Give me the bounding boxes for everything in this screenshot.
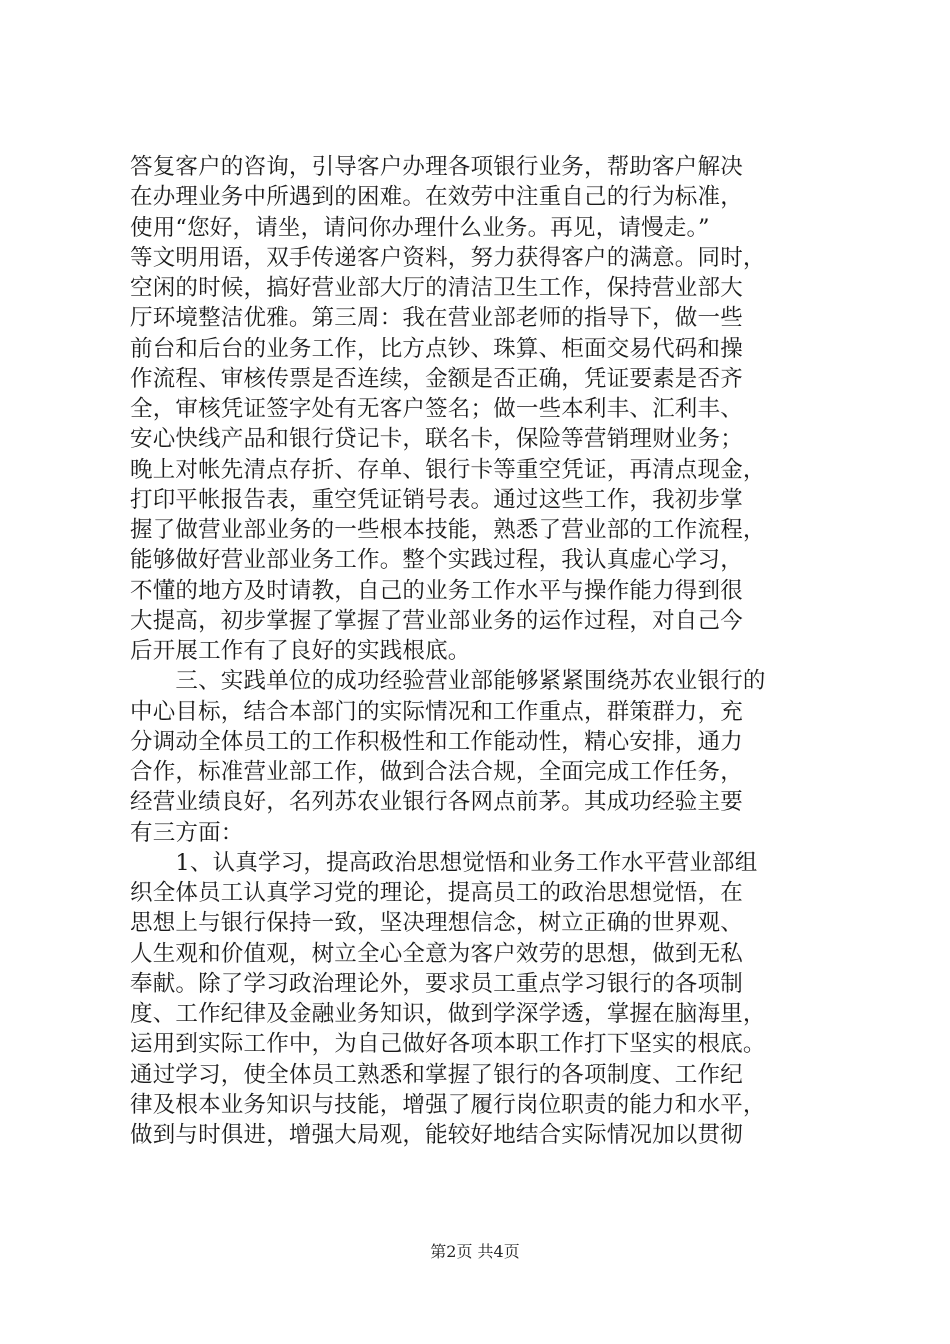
text-line: 全，审核凭证签字处有无客户签名；做一些本利丰、汇利丰、 [130,396,743,422]
text-line: 有三方面： [130,819,244,846]
subsection-heading-line: 1、认真学习，提高政治思想觉悟和业务工作水平营业部组 [130,849,758,876]
text-line: 前台和后台的业务工作，比方点钞、珠算、柜面交易代码和操 [130,335,743,362]
text-line: 作流程、审核传票是否连续，金额是否正确，凭证要素是否齐 [130,365,743,392]
text-line: 使用“您好，请坐，请问你办理什么业务。再见，请慢走。” [130,214,710,241]
text-line: 后开展工作有了良好的实践根底。 [130,638,471,664]
text-line: 能够做好营业部业务工作。整个实践过程，我认真虚心学习， [130,547,743,574]
section-heading-line: 三、实践单位的成功经验营业部能够紧紧围绕苏农业银行的 [130,668,766,695]
text-line: 在办理业务中所遇到的困难。在效劳中注重自己的行为标准， [130,184,743,211]
text-line: 织全体员工认真学习党的理论，提高员工的政治思想觉悟，在 [130,880,743,906]
text-line: 大提高，初步掌握了掌握了营业部业务的运作过程，对自己今 [130,607,743,634]
text-line: 通过学习，使全体员工熟悉和掌握了银行的各项制度、工作纪 [130,1061,743,1088]
page-number-footer: 第2页 共4页 [430,1242,520,1261]
text-line: 经营业绩良好，名列苏农业银行各网点前茅。其成功经验主要 [130,789,743,816]
text-line: 做到与时俱进，增强大局观，能较好地结合实际情况加以贯彻 [130,1122,743,1148]
text-line: 晚上对帐先清点存折、存单、银行卡等重空凭证，再清点现金， [130,456,766,483]
text-line: 不懂的地方及时请教，自己的业务工作水平与操作能力得到很 [130,577,743,604]
text-line: 空闲的时候，搞好营业部大厅的清洁卫生工作，保持营业部大 [130,275,743,301]
text-line: 度、工作纪律及金融业务知识，做到学深学透，掌握在脑海里， [130,1001,766,1027]
text-line: 分调动全体员工的工作积极性和工作能动性，精心安排，通力 [130,728,743,755]
document-body [130,152,830,1150]
text-line: 律及根本业务知识与技能，增强了履行岗位职责的能力和水平， [130,1091,766,1118]
text-line: 安心快线产品和银行贷记卡，联名卡，保险等营销理财业务； [130,426,743,453]
text-line: 握了做营业部业务的一些根本技能，熟悉了营业部的工作流程， [130,517,766,543]
text-line: 合作，标准营业部工作，做到合法合规，全面完成工作任务， [130,759,743,785]
text-line: 中心目标，结合本部门的实际情况和工作重点，群策群力，充 [130,698,743,725]
text-line: 答复客户的咨询，引导客户办理各项银行业务，帮助客户解决 [130,154,743,180]
text-line: 运用到实际工作中，为自己做好各项本职工作打下坚实的根底。 [130,1031,766,1058]
text-line: 厅环境整洁优雅。第三周：我在营业部老师的指导下，做一些 [130,305,743,332]
text-line: 思想上与银行保持一致，坚决理想信念，树立正确的世界观、 [130,910,743,937]
text-line: 打印平帐报告表，重空凭证销号表。通过这些工作，我初步掌 [130,486,743,513]
text-line: 人生观和价值观，树立全心全意为客户效劳的思想，做到无私 [130,940,743,967]
text-line: 等文明用语，双手传递客户资料，努力获得客户的满意。同时， [130,244,766,271]
text-line: 奉献。除了学习政治理论外，要求员工重点学习银行的各项制 [130,970,743,997]
